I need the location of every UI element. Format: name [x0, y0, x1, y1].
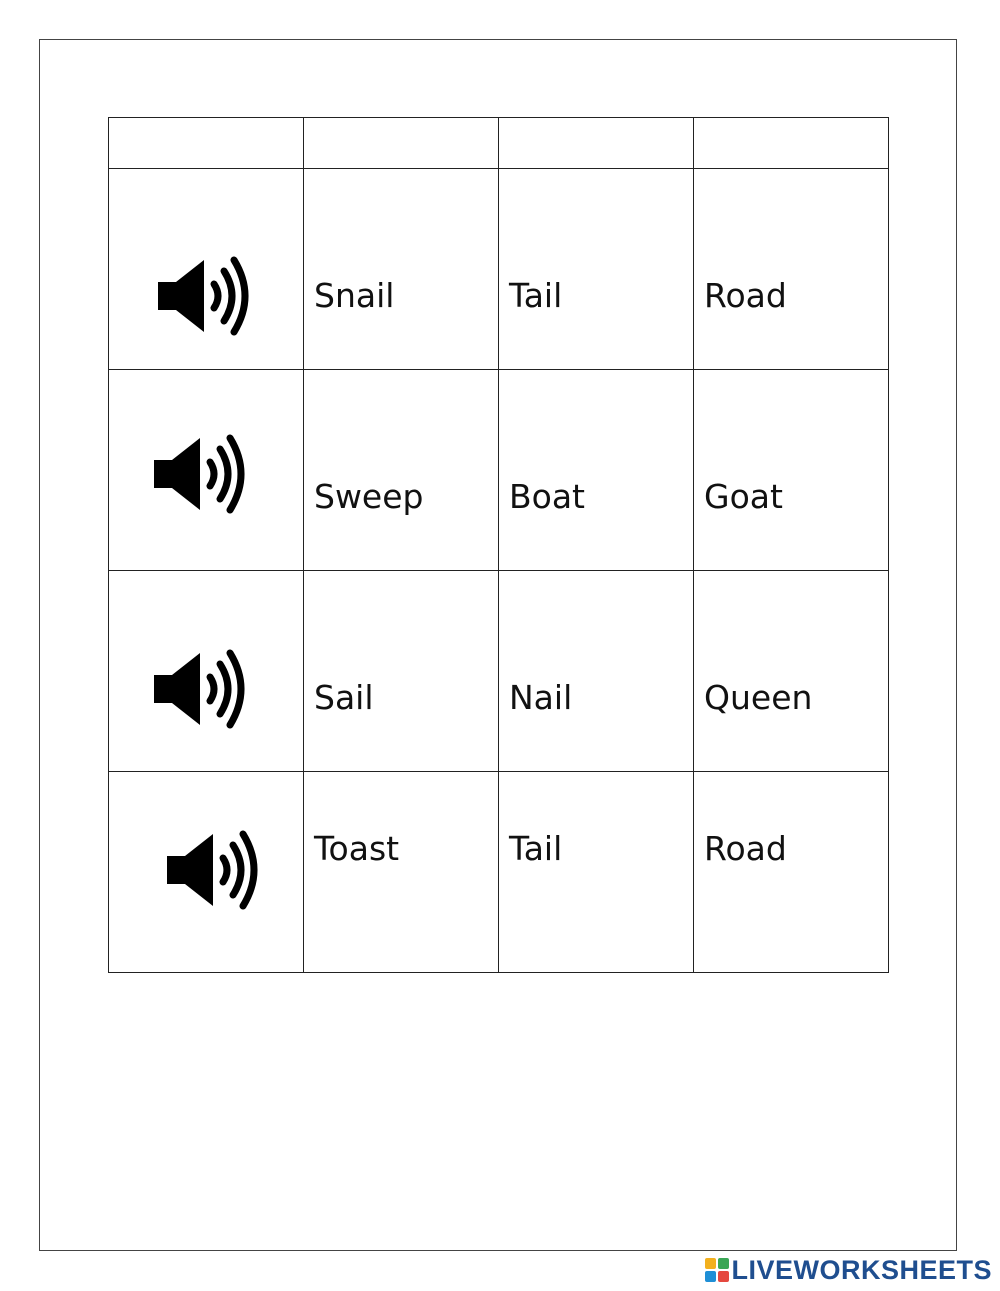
audio-cell [109, 169, 304, 370]
table-row [109, 772, 889, 973]
brand-name: LIVEWORKSHEETS [731, 1254, 992, 1285]
audio-cell [109, 772, 304, 973]
word-option: Sail [314, 678, 374, 717]
header-cell [694, 118, 889, 169]
word-option: Snail [314, 276, 395, 315]
header-cell [499, 118, 694, 169]
table-row [109, 571, 889, 772]
word-option: Road [704, 276, 787, 315]
word-cell[interactable] [694, 370, 889, 571]
word-option: Tail [509, 276, 563, 315]
word-cell[interactable] [694, 772, 889, 973]
word-cell[interactable] [694, 169, 889, 370]
word-option: Toast [314, 829, 400, 868]
liveworksheets-logo-icon [705, 1258, 729, 1282]
word-cell[interactable] [499, 169, 694, 370]
word-option: Boat [509, 477, 585, 516]
worksheet-table [108, 117, 889, 973]
word-cell[interactable] [499, 370, 694, 571]
word-cell[interactable] [304, 772, 499, 973]
word-option: Goat [704, 477, 783, 516]
word-cell[interactable] [304, 571, 499, 772]
liveworksheets-brand [705, 1255, 992, 1285]
table-row [109, 370, 889, 571]
table-row [109, 169, 889, 370]
audio-cell [109, 370, 304, 571]
word-cell[interactable] [304, 169, 499, 370]
header-row [109, 118, 889, 169]
word-cell[interactable] [499, 772, 694, 973]
speaker-icon[interactable] [150, 434, 246, 514]
word-cell[interactable] [694, 571, 889, 772]
speaker-icon[interactable] [150, 649, 246, 729]
speaker-icon[interactable] [154, 256, 250, 336]
audio-cell [109, 571, 304, 772]
word-option: Sweep [314, 477, 424, 516]
word-cell[interactable] [304, 370, 499, 571]
word-option: Queen [704, 678, 813, 717]
header-cell [109, 118, 304, 169]
word-cell[interactable] [499, 571, 694, 772]
header-cell [304, 118, 499, 169]
word-option: Nail [509, 678, 573, 717]
speaker-icon[interactable] [163, 830, 259, 910]
word-option: Tail [509, 829, 563, 868]
word-option: Road [704, 829, 787, 868]
